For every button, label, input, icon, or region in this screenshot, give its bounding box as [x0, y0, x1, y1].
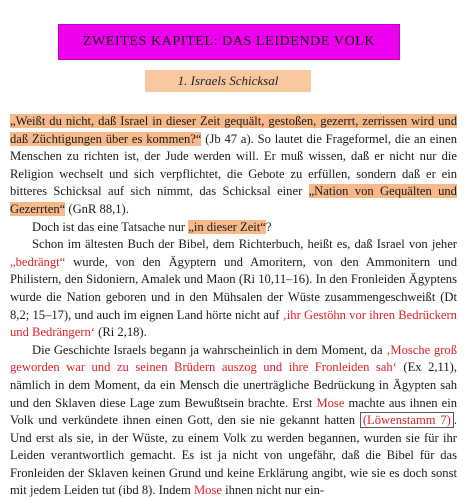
text-run: Die Geschichte Israels begann ja wahrscheinlich in dem Moment, da	[32, 342, 387, 357]
highlighted-phrase: „Nation von Gequälten und Gezerrten“	[10, 184, 457, 216]
chapter-title: ZWEITES KAPITEL: DAS LEIDENDE VOLK	[58, 24, 400, 60]
red-name: Mose	[316, 395, 345, 410]
text-run: wurde, von den Ägyptern und Amoritern, von den Ammonitern und Philistern, den Sidoniern, Amalek und Maon (Ri 10,11–16). In den Fronleiden Ägyptens wurde die Nation geboren und in den Mühsalen der Wüste zusammengeschweißt (Dt 8,2; 15–17), und auch im eignen Land hörte nicht auf	[10, 254, 457, 322]
text-run: Doch ist das eine Tatsache nur	[32, 219, 189, 234]
boxed-reference: (Löwenstamm 7)	[360, 412, 454, 428]
body-text	[10, 113, 457, 500]
text-run: (GnR 88,1).	[65, 201, 129, 216]
highlighted-quote: „Weißt du nicht, daß Israel in dieser Zeit gequält, gestoßen, gezerrt, zerrissen wird und daß Züchtigungen über es kommen?“	[10, 114, 457, 146]
red-name: Mose	[193, 483, 222, 498]
paragraph-4	[10, 342, 457, 500]
red-phrase: „bedrängt“	[10, 254, 66, 269]
paragraph-3	[10, 236, 457, 342]
paragraph-2	[10, 219, 457, 237]
text-run: ?	[265, 219, 272, 234]
text-run: (Ex 2,11), nämlich in dem Moment, da ein Mensch die unerträgliche Bedrückung in Ägypten sah und den Sklaven diese Lage zum Bewußtsein brachte. Erst	[10, 360, 457, 410]
section-title: 1. Israels Schicksal	[145, 70, 311, 92]
text-run: Schon im ältesten Buch der Bibel, dem Richterbuch, heißt es, daß Israel von jeher	[32, 237, 457, 252]
text-run: ihnen nicht nur ein-	[221, 483, 325, 498]
text-run: machte aus ihnen ein Volk und verkündete ihnen einen Gott, den sie nie gekannt hatten	[10, 395, 457, 428]
text-run: . Und erst als sie, in der Wüste, zu einem Volk zu werden begannen, wurden sie für ihr Leiden verantwortlich gemacht. Es ist ja nicht von ungefähr, daß die Bibel für das Fronleiden der Sklaven keinen Grund und keine Erklärung angibt, wie sie es doch sonst mit jedem Leiden tut (ibd 8). Indem	[10, 413, 457, 498]
text-run: (Jb 47 a). So lautet die Frageformel, die an einen Menschen zu richten ist, der Jude werden will. Er muß wissen, daß er nicht nur die Religion wechselt und sich verpflichtet, die Gebote zu erfüllen, sondern daß er ein bitteres Schicksal auf sich nimmt, das Schicksal einer	[10, 131, 457, 199]
red-phrase: ‚Mosche groß geworden war und zu seinen Brüdern auszog und ihre Fronleiden sah‘	[10, 342, 457, 375]
text-run: (Ri 2,18).	[94, 325, 147, 340]
highlighted-phrase: „in dieser Zeit“	[188, 219, 266, 234]
red-phrase: ‚ihr Gestöhn vor ihren Bedrückern und Bedrängern‘	[10, 307, 457, 340]
paragraph-1	[10, 113, 457, 219]
